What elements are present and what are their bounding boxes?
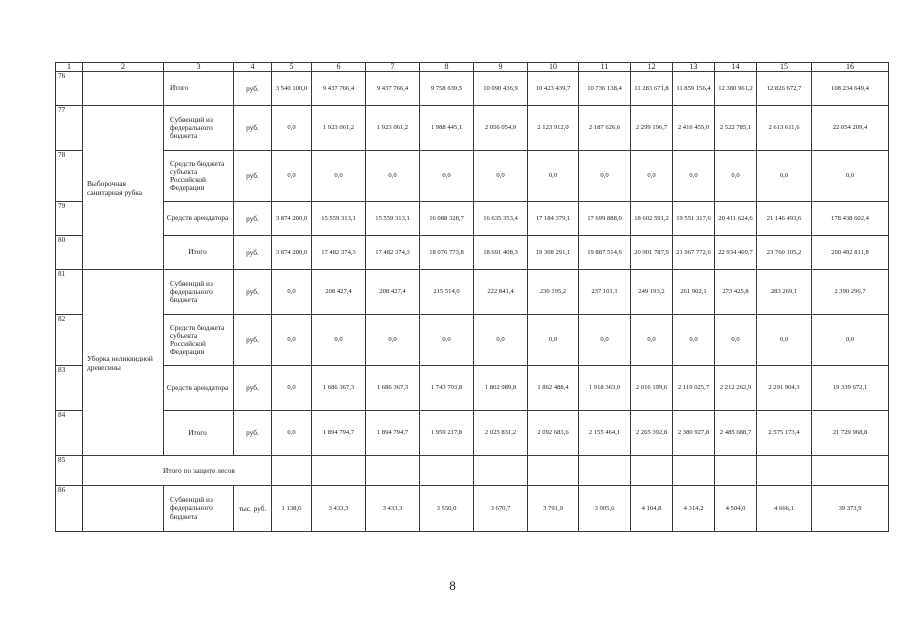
table-row — [56, 456, 889, 486]
value-cell: 2 485 688,7 — [715, 411, 757, 456]
value-cell: 1 923 061,2 — [366, 106, 420, 151]
value-cell: 2 119 025,7 — [673, 366, 715, 411]
value-cell — [272, 456, 312, 486]
value-cell: 3 433,3 — [366, 486, 420, 532]
row-number: 80 — [56, 236, 83, 270]
value-cell: 19 887 514,6 — [579, 236, 631, 270]
value-cell: 3 433,3 — [312, 486, 366, 532]
value-cell: 0,0 — [272, 106, 312, 151]
value-cell: 2 291 904,3 — [757, 366, 812, 411]
value-cell: 2 390 296,7 — [812, 270, 889, 315]
row-number: 78 — [56, 151, 83, 202]
table-row — [56, 72, 889, 106]
value-cell: 1 918 363,0 — [579, 366, 631, 411]
value-cell: 3 874 200,0 — [272, 202, 312, 236]
value-cell: 21 146 493,6 — [757, 202, 812, 236]
unit-cell: руб. — [234, 411, 272, 456]
value-cell: 2 613 611,6 — [757, 106, 812, 151]
column-number: 12 — [631, 63, 673, 72]
value-cell: 0,0 — [715, 151, 757, 202]
group-cell-empty — [83, 486, 164, 532]
value-cell: 21 967 772,6 — [673, 236, 715, 270]
value-cell: 2 155 464,1 — [579, 411, 631, 456]
value-cell — [474, 456, 528, 486]
row-label: Субвенций из федерального бюджета — [164, 270, 234, 315]
value-cell: 12 826 672,7 — [757, 72, 812, 106]
value-cell: 9 758 639,5 — [420, 72, 474, 106]
value-cell: 1 686 367,3 — [312, 366, 366, 411]
row-number: 84 — [56, 411, 83, 456]
value-cell: 0,0 — [673, 315, 715, 366]
group-cell-empty — [83, 72, 164, 106]
row-label: Итого — [164, 236, 234, 270]
column-number: 2 — [83, 63, 164, 72]
value-cell: 10 736 138,4 — [579, 72, 631, 106]
value-cell: 2 123 912,0 — [528, 106, 579, 151]
value-cell: 22 054 209,4 — [812, 106, 889, 151]
value-cell: 0,0 — [366, 315, 420, 366]
column-number: 5 — [272, 63, 312, 72]
group-name: Уборка неликвидной древесины — [83, 270, 164, 456]
unit-cell: руб. — [234, 236, 272, 270]
value-cell — [631, 456, 673, 486]
value-cell: 0,0 — [812, 315, 889, 366]
value-cell: 4 504,0 — [715, 486, 757, 532]
row-label: Итого — [164, 72, 234, 106]
value-cell: 3 550,0 — [420, 486, 474, 532]
value-cell — [812, 456, 889, 486]
value-cell: 0,0 — [579, 315, 631, 366]
unit-cell: руб. — [234, 72, 272, 106]
value-cell: 0,0 — [528, 151, 579, 202]
table-row — [56, 411, 889, 456]
value-cell: 15 559 313,1 — [312, 202, 366, 236]
value-cell: 0,0 — [757, 315, 812, 366]
value-cell: 18 076 773,8 — [420, 236, 474, 270]
column-number: 10 — [528, 63, 579, 72]
unit-cell: руб. — [234, 366, 272, 411]
value-cell: 249 193,2 — [631, 270, 673, 315]
value-cell: 18 691 408,3 — [474, 236, 528, 270]
value-cell: 1 138,6 — [272, 486, 312, 532]
value-cell: 0,0 — [579, 151, 631, 202]
value-cell: 261 902,1 — [673, 270, 715, 315]
value-cell: 0,0 — [312, 315, 366, 366]
value-cell: 2 522 785,1 — [715, 106, 757, 151]
value-cell: 1 959 217,8 — [420, 411, 474, 456]
value-cell: 0,0 — [272, 315, 312, 366]
value-cell: 10 423 439,7 — [528, 72, 579, 106]
value-cell: 1 988 445,1 — [420, 106, 474, 151]
value-cell: 0,0 — [420, 315, 474, 366]
value-cell: 0,0 — [272, 151, 312, 202]
value-cell — [579, 456, 631, 486]
table-row — [56, 315, 889, 366]
value-cell: 2 575 173,4 — [757, 411, 812, 456]
row-number: 76 — [56, 72, 83, 106]
column-number: 16 — [812, 63, 889, 72]
value-cell: 19 308 291,1 — [528, 236, 579, 270]
table-row — [56, 236, 889, 270]
value-cell: 23 760 105,2 — [757, 236, 812, 270]
column-number: 7 — [366, 63, 420, 72]
value-cell: 273 425,8 — [715, 270, 757, 315]
value-cell: 2 016 199,6 — [631, 366, 673, 411]
column-number: 13 — [673, 63, 715, 72]
value-cell: 208 427,4 — [366, 270, 420, 315]
value-cell: 2 212 262,9 — [715, 366, 757, 411]
value-cell: 1 743 703,8 — [420, 366, 474, 411]
unit-cell: руб. — [234, 151, 272, 202]
value-cell: 0,0 — [474, 151, 528, 202]
column-number: 1 — [56, 63, 83, 72]
column-number: 3 — [164, 63, 234, 72]
row-label: Субвенций из федерального бюджета — [164, 106, 234, 151]
row-number: 85 — [56, 456, 83, 486]
row-label: Средств арендатора — [164, 202, 234, 236]
value-cell: 2 092 683,6 — [528, 411, 579, 456]
forest-protection-table — [55, 62, 889, 532]
value-cell: 222 841,4 — [474, 270, 528, 315]
row-number: 83 — [56, 366, 83, 411]
value-cell: 19 551 317,6 — [673, 202, 715, 236]
unit-cell: руб. — [234, 270, 272, 315]
value-cell: 0,0 — [631, 315, 673, 366]
value-cell: 2 056 054,9 — [474, 106, 528, 151]
value-cell — [312, 456, 366, 486]
value-cell: 1 862 488,4 — [528, 366, 579, 411]
value-cell — [757, 456, 812, 486]
value-cell: 18 602 591,2 — [631, 202, 673, 236]
value-cell — [715, 456, 757, 486]
value-cell: 22 934 409,7 — [715, 236, 757, 270]
column-number: 8 — [420, 63, 474, 72]
row-number: 77 — [56, 106, 83, 151]
value-cell: 178 438 602,4 — [812, 202, 889, 236]
value-cell: 215 514,0 — [420, 270, 474, 315]
table-row — [56, 202, 889, 236]
unit-cell: руб. — [234, 202, 272, 236]
page-number: 8 — [449, 578, 456, 593]
value-cell: 0,0 — [631, 151, 673, 202]
value-cell: 4 666,1 — [757, 486, 812, 532]
value-cell: 2 265 392,8 — [631, 411, 673, 456]
value-cell: 0,0 — [272, 270, 312, 315]
value-cell — [528, 456, 579, 486]
value-cell — [673, 456, 715, 486]
value-cell: 0,0 — [272, 411, 312, 456]
column-number: 14 — [715, 63, 757, 72]
value-cell: 0,0 — [812, 151, 889, 202]
value-cell: 1 894 794,7 — [366, 411, 420, 456]
value-cell: 19 339 672,1 — [812, 366, 889, 411]
value-cell: 0,0 — [757, 151, 812, 202]
column-number: 6 — [312, 63, 366, 72]
value-cell: 21 729 968,8 — [812, 411, 889, 456]
value-cell: 17 482 374,3 — [312, 236, 366, 270]
value-cell: 9 437 766,4 — [312, 72, 366, 106]
value-cell: 0,0 — [272, 366, 312, 411]
value-cell: 3 670,7 — [474, 486, 528, 532]
value-cell: 1 802 989,8 — [474, 366, 528, 411]
row-label: Средств бюджета субъекта Российской Федерации — [164, 315, 234, 366]
value-cell: 20 411 624,6 — [715, 202, 757, 236]
row-label: Субвенций из федерального бюджета — [164, 486, 234, 532]
row-label: Средств бюджета субъекта Российской Федерации — [164, 151, 234, 202]
value-cell: 0,0 — [715, 315, 757, 366]
value-cell: 200 492 811,8 — [812, 236, 889, 270]
value-cell: 17 699 888,0 — [579, 202, 631, 236]
column-number: 15 — [757, 63, 812, 72]
value-cell: 3 874 200,0 — [272, 236, 312, 270]
row-number: 86 — [56, 486, 83, 532]
value-cell: 0,0 — [528, 315, 579, 366]
value-cell: 2 025 831,2 — [474, 411, 528, 456]
value-cell: 3 905,6 — [579, 486, 631, 532]
row-number: 82 — [56, 315, 83, 366]
value-cell: 3 791,9 — [528, 486, 579, 532]
table-row — [56, 270, 889, 315]
row-number: 81 — [56, 270, 83, 315]
row-label: Средств арендатора — [164, 366, 234, 411]
value-cell: 17 482 374,3 — [366, 236, 420, 270]
unit-cell: руб. — [234, 315, 272, 366]
column-number: 9 — [474, 63, 528, 72]
value-cell — [420, 456, 474, 486]
value-cell: 237 101,1 — [579, 270, 631, 315]
row-label: Итого — [164, 411, 234, 456]
value-cell: 2 187 626,6 — [579, 106, 631, 151]
value-cell: 230 195,2 — [528, 270, 579, 315]
value-cell: 20 901 787,9 — [631, 236, 673, 270]
value-cell: 2 416 455,0 — [673, 106, 715, 151]
group-name: Выборочная санитарная рубка — [83, 106, 164, 270]
value-cell: 1 686 367,3 — [366, 366, 420, 411]
table-row — [56, 106, 889, 151]
unit-cell: руб. — [234, 106, 272, 151]
value-cell: 0,0 — [474, 315, 528, 366]
column-number-row — [56, 63, 889, 72]
value-cell: 2 299 196,7 — [631, 106, 673, 151]
value-cell: 108 234 649,4 — [812, 72, 889, 106]
value-cell: 4 314,2 — [673, 486, 715, 532]
value-cell: 15 559 313,1 — [366, 202, 420, 236]
value-cell: 283 269,1 — [757, 270, 812, 315]
value-cell: 0,0 — [312, 151, 366, 202]
column-number: 4 — [234, 63, 272, 72]
value-cell: 2 380 927,8 — [673, 411, 715, 456]
value-cell: 3 540 100,0 — [272, 72, 312, 106]
value-cell — [366, 456, 420, 486]
value-cell: 12 380 961,2 — [715, 72, 757, 106]
value-cell: 39 373,9 — [812, 486, 889, 532]
table-row — [56, 366, 889, 411]
column-number: 11 — [579, 63, 631, 72]
value-cell: 1 894 794,7 — [312, 411, 366, 456]
value-cell: 11 859 156,4 — [673, 72, 715, 106]
table-row — [56, 486, 889, 532]
value-cell: 11 283 671,8 — [631, 72, 673, 106]
value-cell: 16 635 353,4 — [474, 202, 528, 236]
value-cell: 0,0 — [366, 151, 420, 202]
value-cell: 17 184 379,1 — [528, 202, 579, 236]
value-cell: 10 090 436,9 — [474, 72, 528, 106]
value-cell: 208 427,4 — [312, 270, 366, 315]
value-cell: 4 104,8 — [631, 486, 673, 532]
value-cell: 16 088 328,7 — [420, 202, 474, 236]
value-cell: 9 437 766,4 — [366, 72, 420, 106]
row-number: 79 — [56, 202, 83, 236]
table-row — [56, 151, 889, 202]
unit-cell: тыс. руб. — [234, 486, 272, 532]
value-cell: 0,0 — [420, 151, 474, 202]
table-body — [56, 63, 889, 532]
value-cell: 1 923 061,2 — [312, 106, 366, 151]
section-title: Итого по защите лесов — [83, 456, 272, 486]
value-cell: 0,0 — [673, 151, 715, 202]
